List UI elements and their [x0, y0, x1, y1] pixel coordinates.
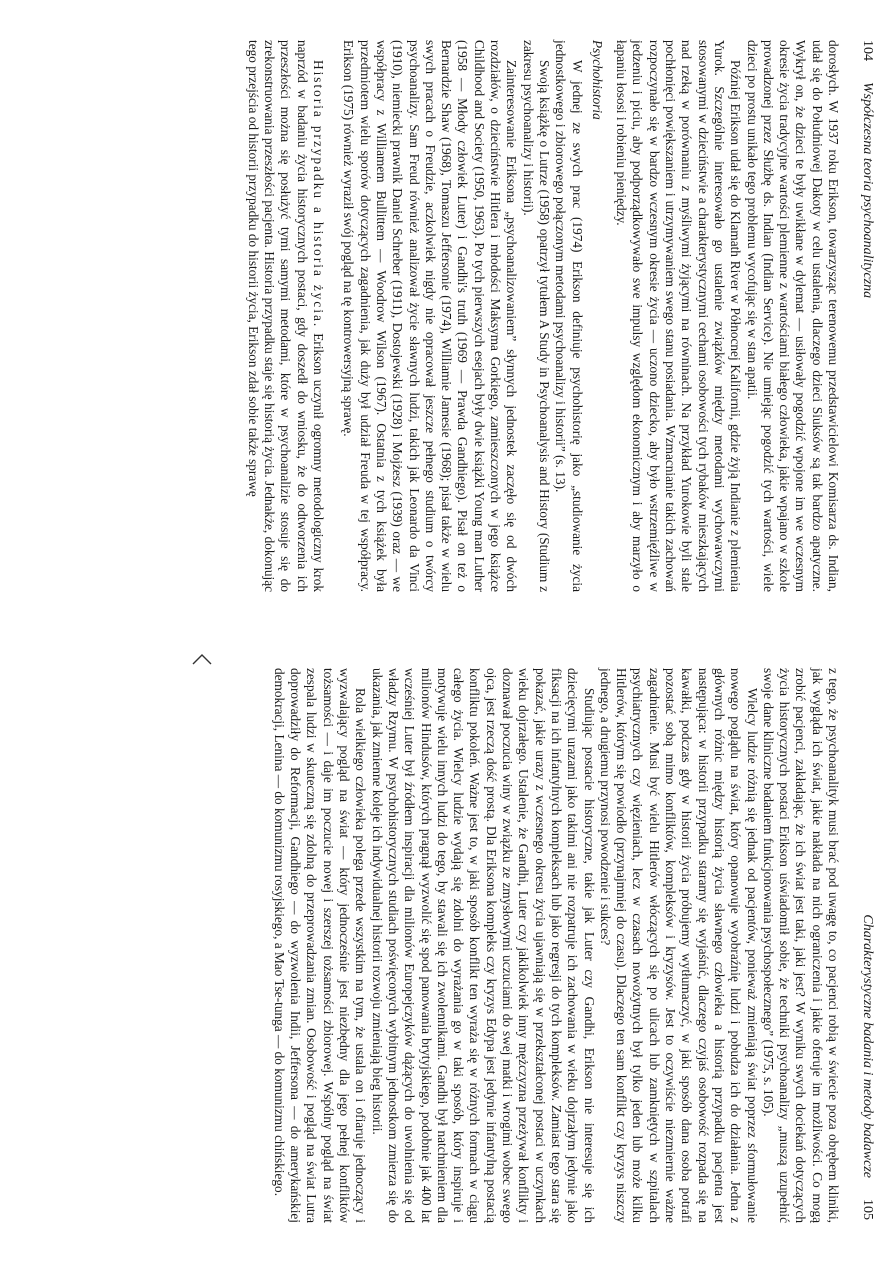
left-page [0, 0, 893, 622]
left-running-title: Współczesna teoria psychoanalityczna [860, 82, 875, 299]
paragraph: W jednej ze swych prac (1974) Erikson definiuje psychohistorię jako „studiowanie życia jednostkowego i zbiorowego połączonym metodami psychoanalizy i historii” (s. 13). [553, 40, 585, 592]
right-running-title: Charakterystyczne badania i metody badawcze [860, 914, 875, 1178]
right-page-number: 105 [860, 1199, 875, 1220]
right-running-head [855, 670, 875, 1220]
paragraph: Rola wielkiego człowieka polega przede wszystkim na tym, że ustala on i ofiaruje jednoczący i wyzwalający pogląd na świat — który jednocześnie jest niezbędny dla jego pełnej konfliktów tożsamości — i daje im poczucie nowej i szerszej tożsamości zbiorowej. Wspólny pogląd na świat zespala ludzi w skuteczną się zdolną do przeprowadzania zmian. Osobowość i pogląd na świat Lutra doprowadziły do Reformacji, Gandhiego — do wyzwolenia Indii, Jeffersona — do amerykańskiej demokracji, Lenina — do komunizmu rosyjskiego, a Mao Tse-tunga — do komunizmu chińskiego. [271, 668, 369, 1223]
left-text-column [245, 40, 841, 592]
handwritten-margin-mark [186, 652, 213, 666]
section-heading-psychohistoria: Psychohistoria [589, 40, 605, 120]
paragraph: Swoją książkę o Lutrze (1958) opatrzył tytułem A Study in Psychoanalysis and History (Studium z zakresu psychoanalizy i historii). [520, 40, 552, 592]
right-text-column [271, 668, 841, 1223]
paragraph: Zainteresowanie Eriksona „psychoanalizowaniem” słynnych jednostek zaczęło się od dwóch rozdziałów, o dzieciństwie Hitlera i młodości Maksyma Gorkiego, zamieszczonych w jego książce Childhood and Society (1950, 1963). Po tych pierwszych esejach były dwie książki Young man Luther (1958 — Młody człowiek Luter) i Gandhi's truth (1969 — Prawda Gandhiego). Pisał on też o Bernardzie Shaw (1968), Tomaszu Jeffersonie (1974), Williamie Jamesie (1968); pisał także w wielu swych pracach o Freudzie, aczkolwiek nigdy nie opracował jeszcze pełnego studium o twórcy psychoanalizy. Sam Freud również analizował życie sławnych ludzi, takich jak Leonardo da Vinci (1910), niemiecki prawnik Daniel Schreber (1911), Dostojewski (1928) i Mojżesz (1939) oraz — we współpracy z Williamem Bullittem — Woodrow Wilson (1967). Ostatnia z tych książek była przedmiotem wielu sporów dotyczących zagadnienia, jak duży był udział Freuda w tej współpracy. Erikson (1975) również wyraził swój pogląd na tę kontrowersyjną sprawę. [341, 40, 520, 592]
paragraph-historia [245, 40, 326, 592]
paragraph: z tego, że psychoanalityk musi brać pod uwagę to, co pacjenci robią w świecie poza obrębem kliniki, jak wygląda ich świat, jakie nakłada na nich ograniczenia i jakie oferuje im możliwości. Co mogą zrobić pacjenci, zakładając, że ich świat jest taki, jaki jest? W wyniku swych dociekań dotyczących życia historycznych postaci Erikson uświadomił sobie, że techniki psychoanalizy „muszą uzupełnić swoje dane kliniczne badaniem funkcjonowania psychospołecznego” (1975, s. 105). [760, 668, 841, 1223]
paragraph: Później Erikson udał się do Klamath River w Północnej Kalifornii, gdzie żyją Indianie z plemienia Yurok. Szczególnie interesowało go ustalenie związków między metodami wychowawczymi stosowanymi w dzieciństwie a charakterystycznymi cechami osobowości tych rybaków mieszkających nad rzeką w porównaniu z myśliwymi żyjącymi na równinach. Na przykład Yurokowie byli stale pochłonięci powiększaniem i utrzymywaniem swego stanu posiadania. Wzmacnianie takich zachowań rozpoczynało się w bardzo wczesnym okresie życia — uczono dziecko, aby było wstrzemięźliwe w jedzeniu i piciu, aby podporządkowywało swe impulsy względom ekonomicznym i aby marzyło o łapaniu łososi i robieniu pieniędzy. [614, 40, 744, 592]
spaced-lead: Historia przypadku a historia życia. [311, 60, 327, 329]
paragraph-rest: Erikson uczynił ogromny metodologiczny krok naprzód w badaniu życia historycznych postaci, gdy doszedł do wniosku, że do odtworzenia ich przeszłości można się posłużyć tymi samymi metodami, które w psychoanalizie stosuje się do zrekonstruowania przeszłości pacjenta. Historia przypadku staje się historią życia. Jednakże, dokonując tego przejścia od historii przypadku do historii życia, Erikson zdał sobie także sprawę [245, 40, 327, 592]
paragraph-gap [326, 40, 340, 592]
paragraph: Wielcy ludzie różnią się jednak od pacjentów, ponieważ zmieniają świat poprzez sformułowanie nowego poglądu na świat, który opanowuje wyobraźnię ludzi i pobudza ich do działania. Jedna z głównych różnic między historią życia sławnego człowieka a historią przypadku pacjenta jest następująca: w historii przypadku staramy się wyjaśnić, dlaczego czyjaś osobowość rozpada się na kawałki, podczas gdy w historii życia próbujemy wytłumaczyć, w jaki sposób dana osoba potrafi pozostać sobą mimo konfliktów, kompleksów i kryzysów. Jest to oczywiście niezmiernie ważne zagadnienie. Musi być wielu Hitlerów włóczących się po ulicach lub zamkniętych w szpitalach psychiatrycznych czy więzieniach, lecz w czasach nowożytnych był tylko jeden lub może kilku Hitlerów, którym się powiodło (przynajmniej do czasu). Dlaczego ten sam konflikt czy kryzys niszczy jednego, a drugiemu przynosi powodzenie i sukces? [597, 668, 760, 1223]
paragraph: dorosłych. W 1937 roku Erikson, towarzysząc terenowemu przedstawicielowi Komisarza ds. Indian, udał się do Południowej Dakoty w celu ustalenia, dlaczego dzieci Siuksów są tak bardzo apatyczne. Wykrył on, że dzieci te były uwikłane w dylemat — usiłowały pogodzić wpojone im we wczesnym okresie życia tradycyjne wartości plemienne z wartościami białego człowieka, jakie wpajano w szkole prowadzonej przez Służbę ds. Indian (Indian Service). Nie umiejąc pogodzić tych wartości, wiele dzieci po prostu unikało tego problemu wycofując się w stan apatii. [744, 40, 841, 592]
margin-check-icon [191, 652, 213, 666]
paragraph: Studiując postacie historyczne, takie jak Luter czy Gandhi, Erikson nie interesuje się ich dziecięcymi urazami jako takimi ani nie rozpatruje ich zachowania w wieku dojrzałym jedynie jako fiksacji na ich infantylnych kompleksach lub jako regresji do tych kompleksów. Zamiast tego stara się pokazać, jakie urazy z wczesnego okresu życia ujawniają się w przekształconej postaci w uczynkach wieku dojrzałego. Ustalenie, że Gandhi, Luter czy jakikolwiek inny mężczyzna przeżywał konflikty i doznawał poczucia winy w związku ze zmysłowymi uczuciami do swej matki i wrogimi wobec swego ojca, jest rzeczą dość prostą. Dla Eriksona kompleks czy kryzys Edypa jest jedynie infantylną postacią konfliktu pokoleń. Ważne jest to, w jaki sposób konflikt ten wyraża się w różnych formach w ciągu całego życia. Wielcy ludzie wydają się zdolni do wyrażania go w taki sposób, który inspiruje i motywuje wielu innych ludzi do tego, by stawali się ich zwolennikami. Gandhi był natchnieniem dla milionów Hindusów, których pragnął wyzwolić się spod panowania brytyjskiego, podobnie jak 400 lat wcześniej Luter był źródłem inspiracji dla milionów Europejczyków dążących do uwolnienia się od władzy Rzymu. W psychohistorycznych studiach poświęconych wybitnym jednostkom zmierza się do ukazania, jak zmienne koleje ich indywidualnej historii rozwoju zmieniają bieg historii. [369, 668, 597, 1223]
left-page-number: 104 [860, 40, 875, 61]
right-page [0, 630, 893, 1250]
left-running-head [855, 40, 875, 592]
